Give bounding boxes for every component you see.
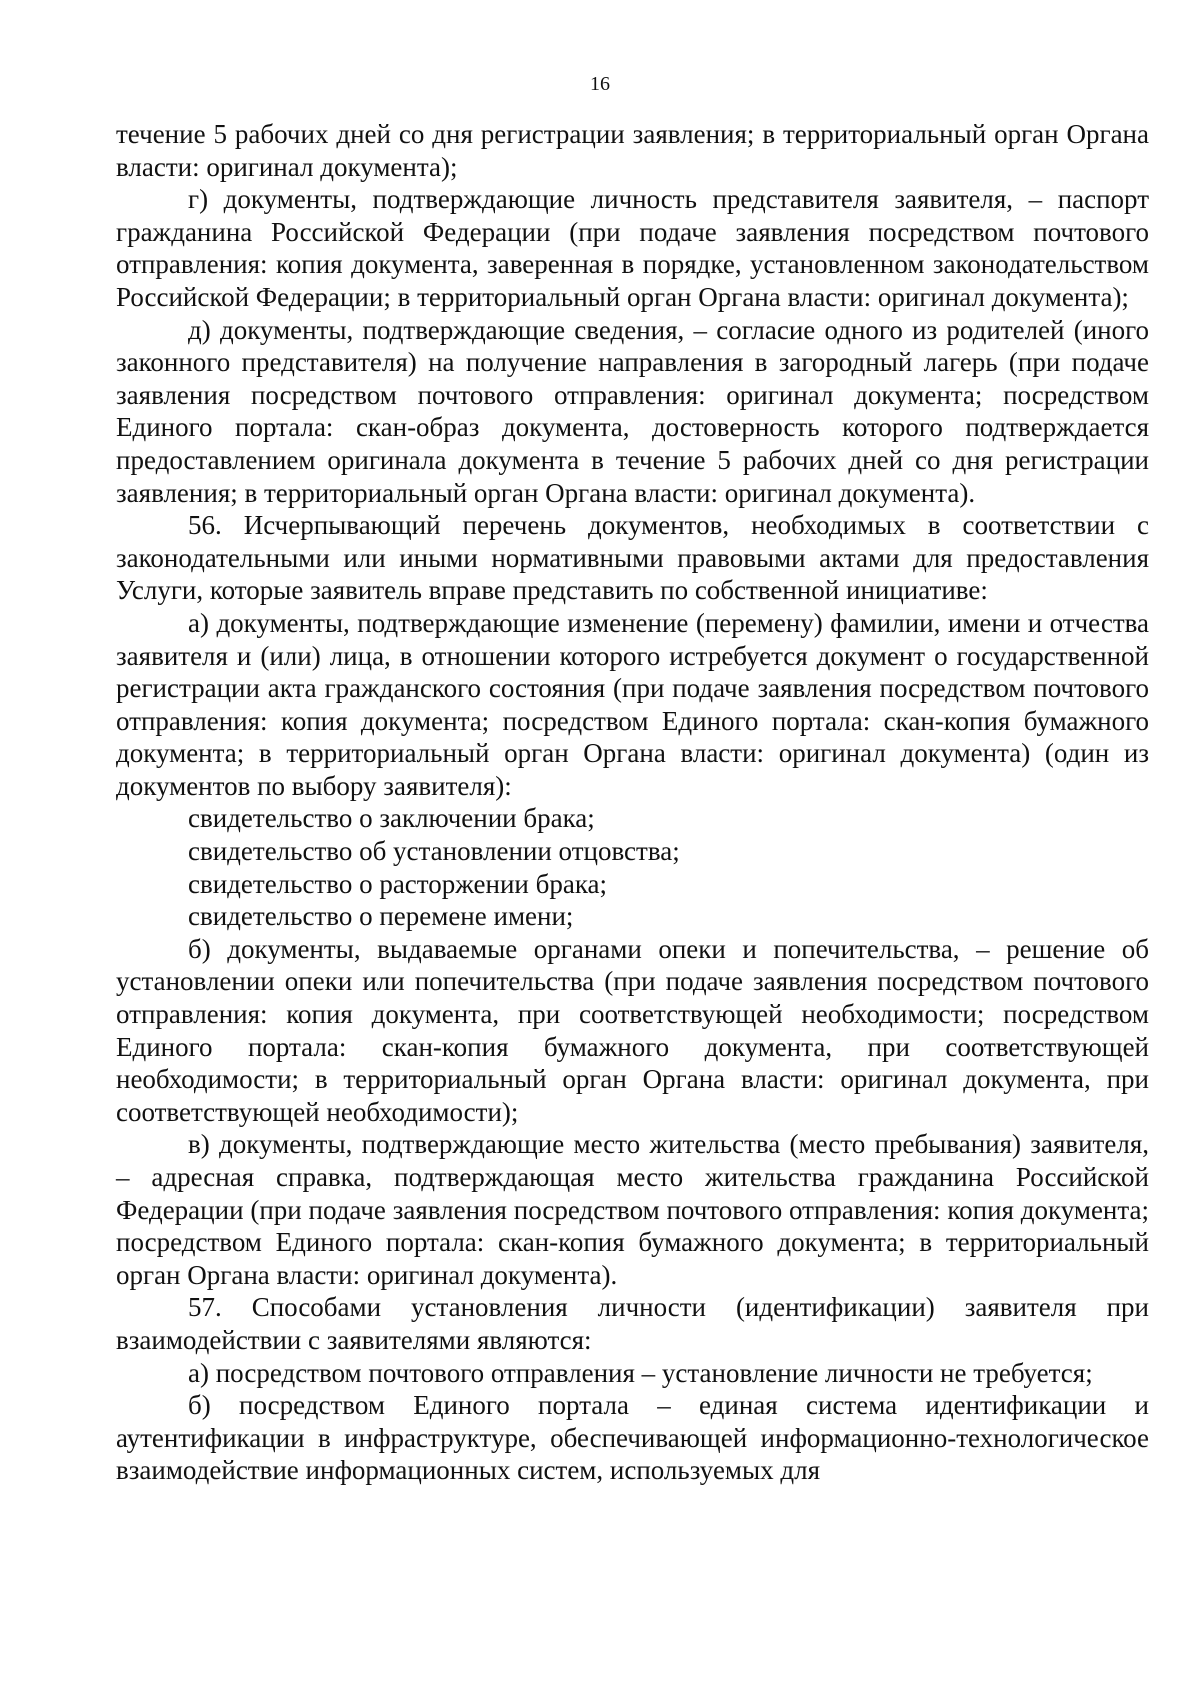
paragraph-57-item-b: б) посредством Единого портала – единая система идентификации и аутентификации в инфраструктуре, обеспечивающей информационно-технологическое взаимодействие информационных систем, используемых для — [116, 1390, 1149, 1486]
paragraph-57: 57. Способами установления личности (идентификации) заявителя при взаимодействии с заявителями являются: — [116, 1292, 1149, 1355]
list-item-marriage-certificate: свидетельство о заключении брака; — [188, 803, 595, 834]
paragraph-56-item-a: а) документы, подтверждающие изменение (перемену) фамилии, имени и отчества заявителя и (или) лица, в отношении которого истребуется документ о государственной регистрации акта гражданского состояния (при подаче заявления посредством почтового отправления: копия документа; посредством Единого портала: скан-копия бумажного документа; в территориальный орган Органа власти: оригинал документа) (один из документов по выбору заявителя): — [116, 607, 1149, 801]
paragraph-continuation: течение 5 рабочих дней со дня регистрации заявления; в территориальный орган Органа власти: оригинал документа); — [116, 119, 1149, 182]
document-body — [116, 118, 1149, 1487]
paragraph-57-item-a: а) посредством почтового отправления – установление личности не требуется; — [188, 1357, 1093, 1388]
paragraph-56: 56. Исчерпывающий перечень документов, необходимых в соответствии с законодательными или иными нормативными правовыми актами для предоставления Услуги, которые заявитель вправе представить по собственной инициативе: — [116, 510, 1149, 606]
paragraph-56-item-b: б) документы, выдаваемые органами опеки и попечительства, – решение об установлении опеки или попечительства (при подаче заявления посредством почтового отправления: копия документа, при соответствующей необходимости; посредством Единого портала: скан-копия бумажного документа, при соответствующей необходимости; в территориальный орган Органа власти: оригинал документа, при соответствующей необходимости); — [116, 933, 1149, 1127]
paragraph-item-g: г) документы, подтверждающие личность представителя заявителя, – паспорт гражданина Российской Федерации (при подаче заявления посредством почтового отправления: копия документа, заверенная в порядке, установленном законодательством Российской Федерации; в территориальный орган Органа власти: оригинал документа); — [116, 184, 1149, 312]
list-item-name-change-certificate: свидетельство о перемене имени; — [188, 901, 574, 932]
paragraph-56-item-v: в) документы, подтверждающие место жительства (место пребывания) заявителя, – адресная справка, подтверждающая место жительства гражданина Российской Федерации (при подаче заявления посредством почтового отправления: копия документа; посредством Единого портала: скан-копия бумажного документа; в территориальный орган Органа власти: оригинал документа). — [116, 1129, 1149, 1290]
list-item-divorce-certificate: свидетельство о расторжении брака; — [188, 868, 608, 899]
list-item-paternity-certificate: свидетельство об установлении отцовства; — [188, 836, 680, 867]
page-number: 16 — [590, 73, 610, 95]
paragraph-item-d: д) документы, подтверждающие сведения, – согласие одного из родителей (иного законного представителя) на получение направления в загородный лагерь (при подаче заявления посредством почтового отправления: оригинал документа; посредством Единого портала: скан-образ документа, достоверность которого подтверждается предоставлением оригинала документа в течение 5 рабочих дней со дня регистрации заявления; в территориальный орган Органа власти: оригинал документа). — [116, 314, 1149, 508]
